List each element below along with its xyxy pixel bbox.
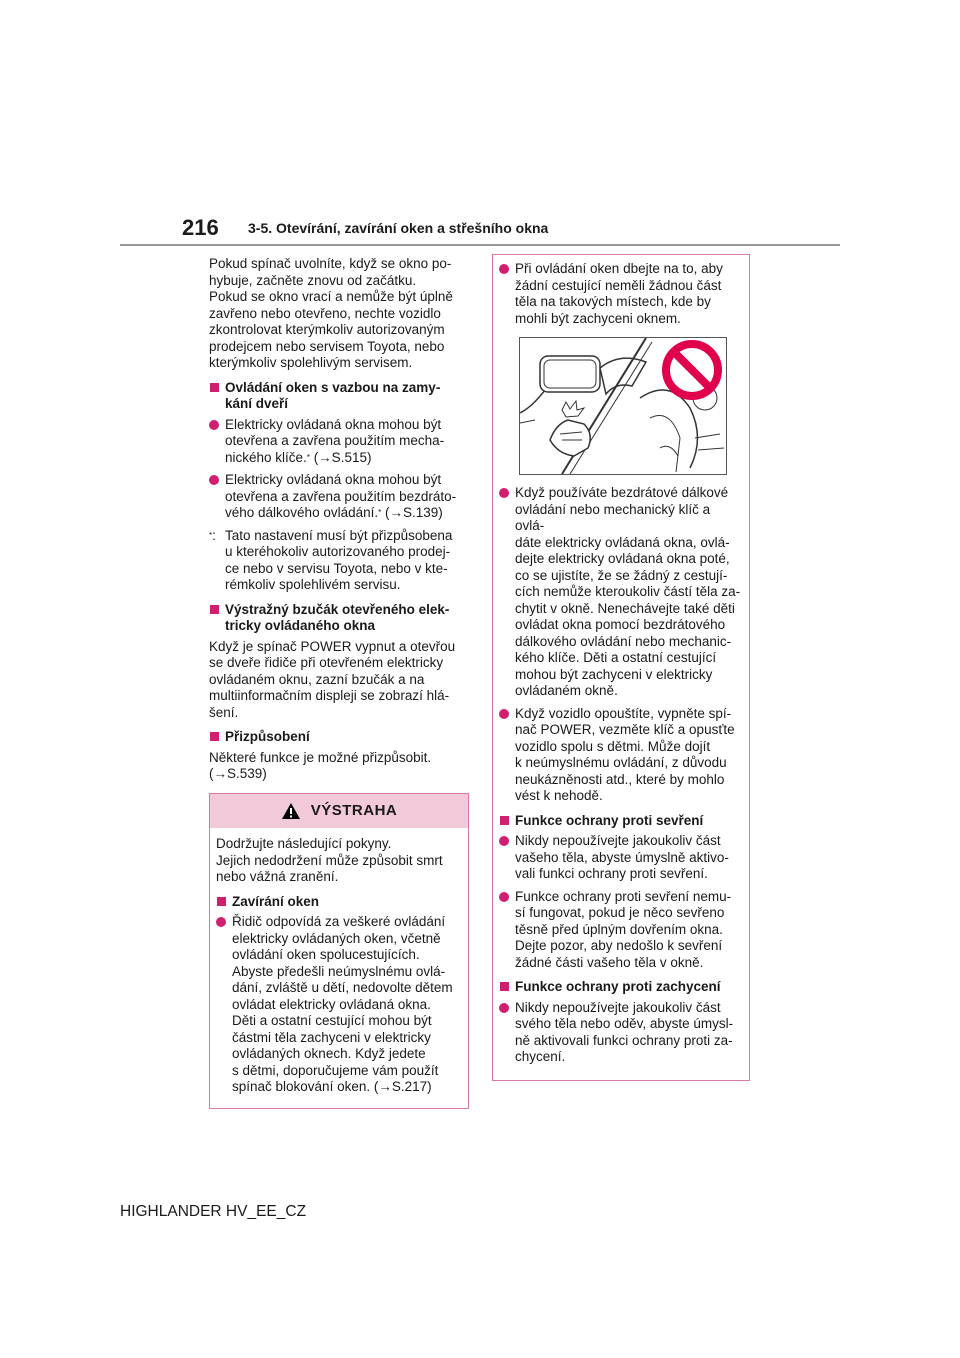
page-reference[interactable]: (→S.539) (209, 766, 267, 781)
bullet-dot-icon (499, 264, 509, 274)
customization-heading: Přizpůsobení (209, 729, 465, 746)
warning-triangle-icon (281, 802, 301, 820)
list-item: Řidič odpovídá za veškeré ovládání elektricky ovládaných oken, včetně ovládání oken spolucestujících. Abyste předešli neúmyslnému ovlá- dání, zvláště u dětí, nedovolte dětem ovládat elektricky ovládaná okna. Děti a ostatní cestující mohou být částmi těla zachyceni v elektricky ovládaných oknech. Když jedete s dětmi, doporučujeme vám použít spínač blokování oken. (→S.217) (216, 914, 462, 1096)
list-item: Nikdy nepoužívejte jakoukoliv část svého těla nebo oděv, abyste úmysl- ně aktivovali funkci ochrany proti za- chycení. (499, 1000, 743, 1066)
left-column (209, 256, 465, 789)
bullet-dot-icon (499, 892, 509, 902)
warning-intro: Dodržujte následující pokyny. Jejich nedodržení může způsobit smrt nebo vážná zranění. (216, 836, 443, 884)
right-column (492, 254, 750, 1081)
list-item: Při ovládání oken dbejte na to, aby žádní cestující neměli žádnou část těla na takových místech, kde by mohli být zachyceni oknem. (499, 261, 743, 327)
pinch-protection-heading: Funkce ochrany proti sevření (499, 813, 743, 830)
bullet-dot-icon (499, 836, 509, 846)
warning-title: VÝSTRAHA (310, 801, 398, 819)
bullet-dot-icon (209, 475, 219, 485)
intro-paragraph: Pokud spínač uvolníte, když se okno po- hybuje, začněte znovu od začátku. Pokud se okno vrací a nemůže být úplně zavřeno nebo otevřeno, nechte vozidlo zkontrolovat kterýmkoliv autorizovaným prodejcem nebo servisem Toyota, nebo kterýmkoliv spolehlivým servisem. (209, 256, 453, 370)
list-item: Když používáte bezdrátové dálkové ovládání nebo mechanický klíč a ovlá- dáte elektricky ovládaná okna, ovlá- dejte elektricky ovládaná okna poté, co se ujistíte, že se žádný z cestují- cích nemůže kteroukoliv částí těla za- chytit v okně. Nenechávejte také děti ovládat okna pomocí bezdrátového dálkového ovládání nebo mechanic- kého klíče. Děti a ostatní cestující mohou být zachyceni v elektricky ovládaném okně. (499, 485, 743, 700)
warning-body (210, 828, 468, 1108)
page-reference[interactable]: (→S.515) (313, 449, 372, 465)
page-reference[interactable]: (→S.139) (385, 505, 443, 520)
warning-header (210, 794, 468, 828)
list-item: Elektricky ovládaná okna mohou být otevřena a zavřena použitím mecha- nického klíče.* (→S.515) (209, 417, 465, 467)
window-pinch-illustration (519, 337, 727, 475)
warning-box (209, 793, 469, 1109)
footnote: *: Tato nastavení musí být přizpůsobena u kteréhokoliv autorizovaného prodej- ce nebo v servisu Toyota, nebo v kte- rémkoliv spolehlivém servisu. (209, 527, 453, 592)
list-item: Když vozidlo opouštíte, vypněte spí- nač POWER, vezměte klíč a opusťte vozidlo spolu s dětmi. Může dojít k neúmyslnému ovládání, z důvodu neukázněnosti atd., které by mohlo vést k nehodě. (499, 706, 743, 805)
customization-paragraph: Některé funkce je možné přizpůsobit. (→S.539) (209, 749, 432, 781)
buzzer-heading: Výstražný bzučák otevřeného elek- tricky ovládaného okna (209, 602, 465, 635)
list-item: Funkce ochrany proti sevření nemu- sí fungovat, pokud je něco sevřeno těsně před úplným dovřením okna. Dejte pozor, aby nedošlo k sevření žádné části vašeho těla v okně. (499, 889, 743, 972)
bullet-dot-icon (209, 420, 219, 430)
bullet-dot-icon (499, 709, 509, 719)
page-number: 216 (182, 215, 219, 240)
footer-model: HIGHLANDER HV_EE_CZ (120, 1203, 307, 1220)
bullet-dot-icon (499, 1003, 509, 1013)
section-title: 3-5. Otevírání, zavírání oken a střešního okna (248, 220, 549, 236)
prohibited-sign-icon (666, 344, 718, 396)
header-divider (120, 244, 840, 246)
bullet-dot-icon (216, 917, 226, 927)
door-lock-heading: Ovládání oken s vazbou na zamy- kání dveří (209, 380, 465, 413)
list-item: Nikdy nepoužívejte jakoukoliv část vašeho těla, abyste úmyslně aktivo- vali funkci ochrany proti sevření. (499, 833, 743, 883)
buzzer-paragraph: Když je spínač POWER vypnut a otevřou se dveře řidiče při otevřeném elektricky ovládaném oknu, zazní bzučák a na multiinformačním displeji se zobrazí hlá- šení. (209, 638, 456, 720)
bullet-dot-icon (499, 488, 509, 498)
list-item: Elektricky ovládaná okna mohou být otevřena a zavřena použitím bezdráto- vého dálkového ovládání.* (→S.139) (209, 472, 465, 522)
catch-protection-heading: Funkce ochrany proti zachycení (499, 979, 743, 996)
closing-windows-heading: Zavírání oken (216, 894, 462, 911)
